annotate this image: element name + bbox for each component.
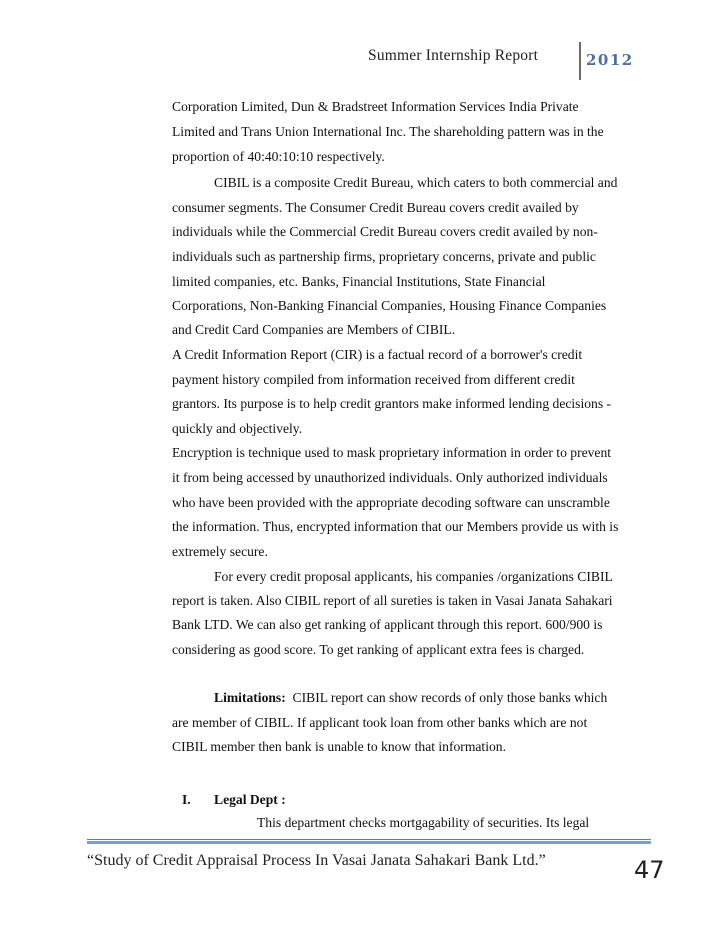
section-heading: Legal Dept :	[214, 792, 286, 807]
body-line: payment history compiled from information received from different credit	[172, 372, 575, 387]
body-line: proportion of 40:40:10:10 respectively.	[172, 149, 385, 164]
body-line: A Credit Information Report (CIR) is a factual record of a borrower's credit	[172, 347, 583, 362]
body-line: it from being accessed by unauthorized individuals. Only authorized individuals	[172, 470, 608, 485]
limitations-label: Limitations:	[214, 690, 286, 705]
body-line: individuals while the Commercial Credit Bureau covers credit availed by non-	[172, 224, 598, 239]
body-line: and Credit Card Companies are Members of CIBIL.	[172, 322, 456, 337]
body-line: Limited and Trans Union International Inc. The shareholding pattern was in the	[172, 124, 604, 139]
body-line: Encryption is technique used to mask proprietary information in order to prevent	[172, 445, 612, 460]
section-number: I.	[182, 792, 191, 807]
limitations-line	[214, 690, 607, 706]
body-line: CIBIL is a composite Credit Bureau, which caters to both commercial and	[214, 175, 618, 190]
report-header-title: Summer Internship Report	[368, 47, 539, 64]
body-line: For every credit proposal applicants, his companies /organizations CIBIL	[214, 569, 613, 584]
limitations-line: CIBIL member then bank is unable to know that information.	[172, 739, 506, 754]
footer-rule	[87, 839, 651, 840]
body-line: the information. Thus, encrypted information that our Members provide us with is	[172, 519, 619, 534]
footer-rule-thick	[87, 841, 651, 844]
section-text: This department checks mortgagability of securities. Its legal	[257, 815, 590, 830]
report-header-year: 2012	[586, 51, 634, 69]
header-divider	[579, 42, 581, 80]
limitations-line: are member of CIBIL. If applicant took loan from other banks which are not	[172, 715, 588, 730]
body-line: Corporation Limited, Dun & Bradstreet Information Services India Private	[172, 99, 579, 114]
body-line: quickly and objectively.	[172, 421, 303, 436]
body-line: grantors. Its purpose is to help credit grantors make informed lending decisions -	[172, 396, 612, 411]
body-line: Corporations, Non-Banking Financial Companies, Housing Finance Companies	[172, 298, 607, 313]
body-line: Bank LTD. We can also get ranking of applicant through this report. 600/900 is	[172, 617, 603, 632]
body-line: considering as good score. To get ranking of applicant extra fees is charged.	[172, 642, 585, 657]
body-line: individuals such as partnership firms, proprietary concerns, private and public	[172, 249, 596, 264]
limitations-text: CIBIL report can show records of only those banks which	[285, 690, 608, 705]
body-line: who have been provided with the appropriate decoding software can unscramble	[172, 495, 610, 510]
page-number: 47	[634, 856, 665, 884]
body-line: limited companies, etc. Banks, Financial Institutions, State Financial	[172, 274, 546, 289]
body-line: report is taken. Also CIBIL report of all sureties is taken in Vasai Janata Sahakari	[172, 593, 613, 608]
body-line: extremely secure.	[172, 544, 268, 559]
footer-title: “Study of Credit Appraisal Process In Vasai Janata Sahakari Bank Ltd.”	[87, 852, 546, 869]
body-line: consumer segments. The Consumer Credit Bureau covers credit availed by	[172, 200, 579, 215]
